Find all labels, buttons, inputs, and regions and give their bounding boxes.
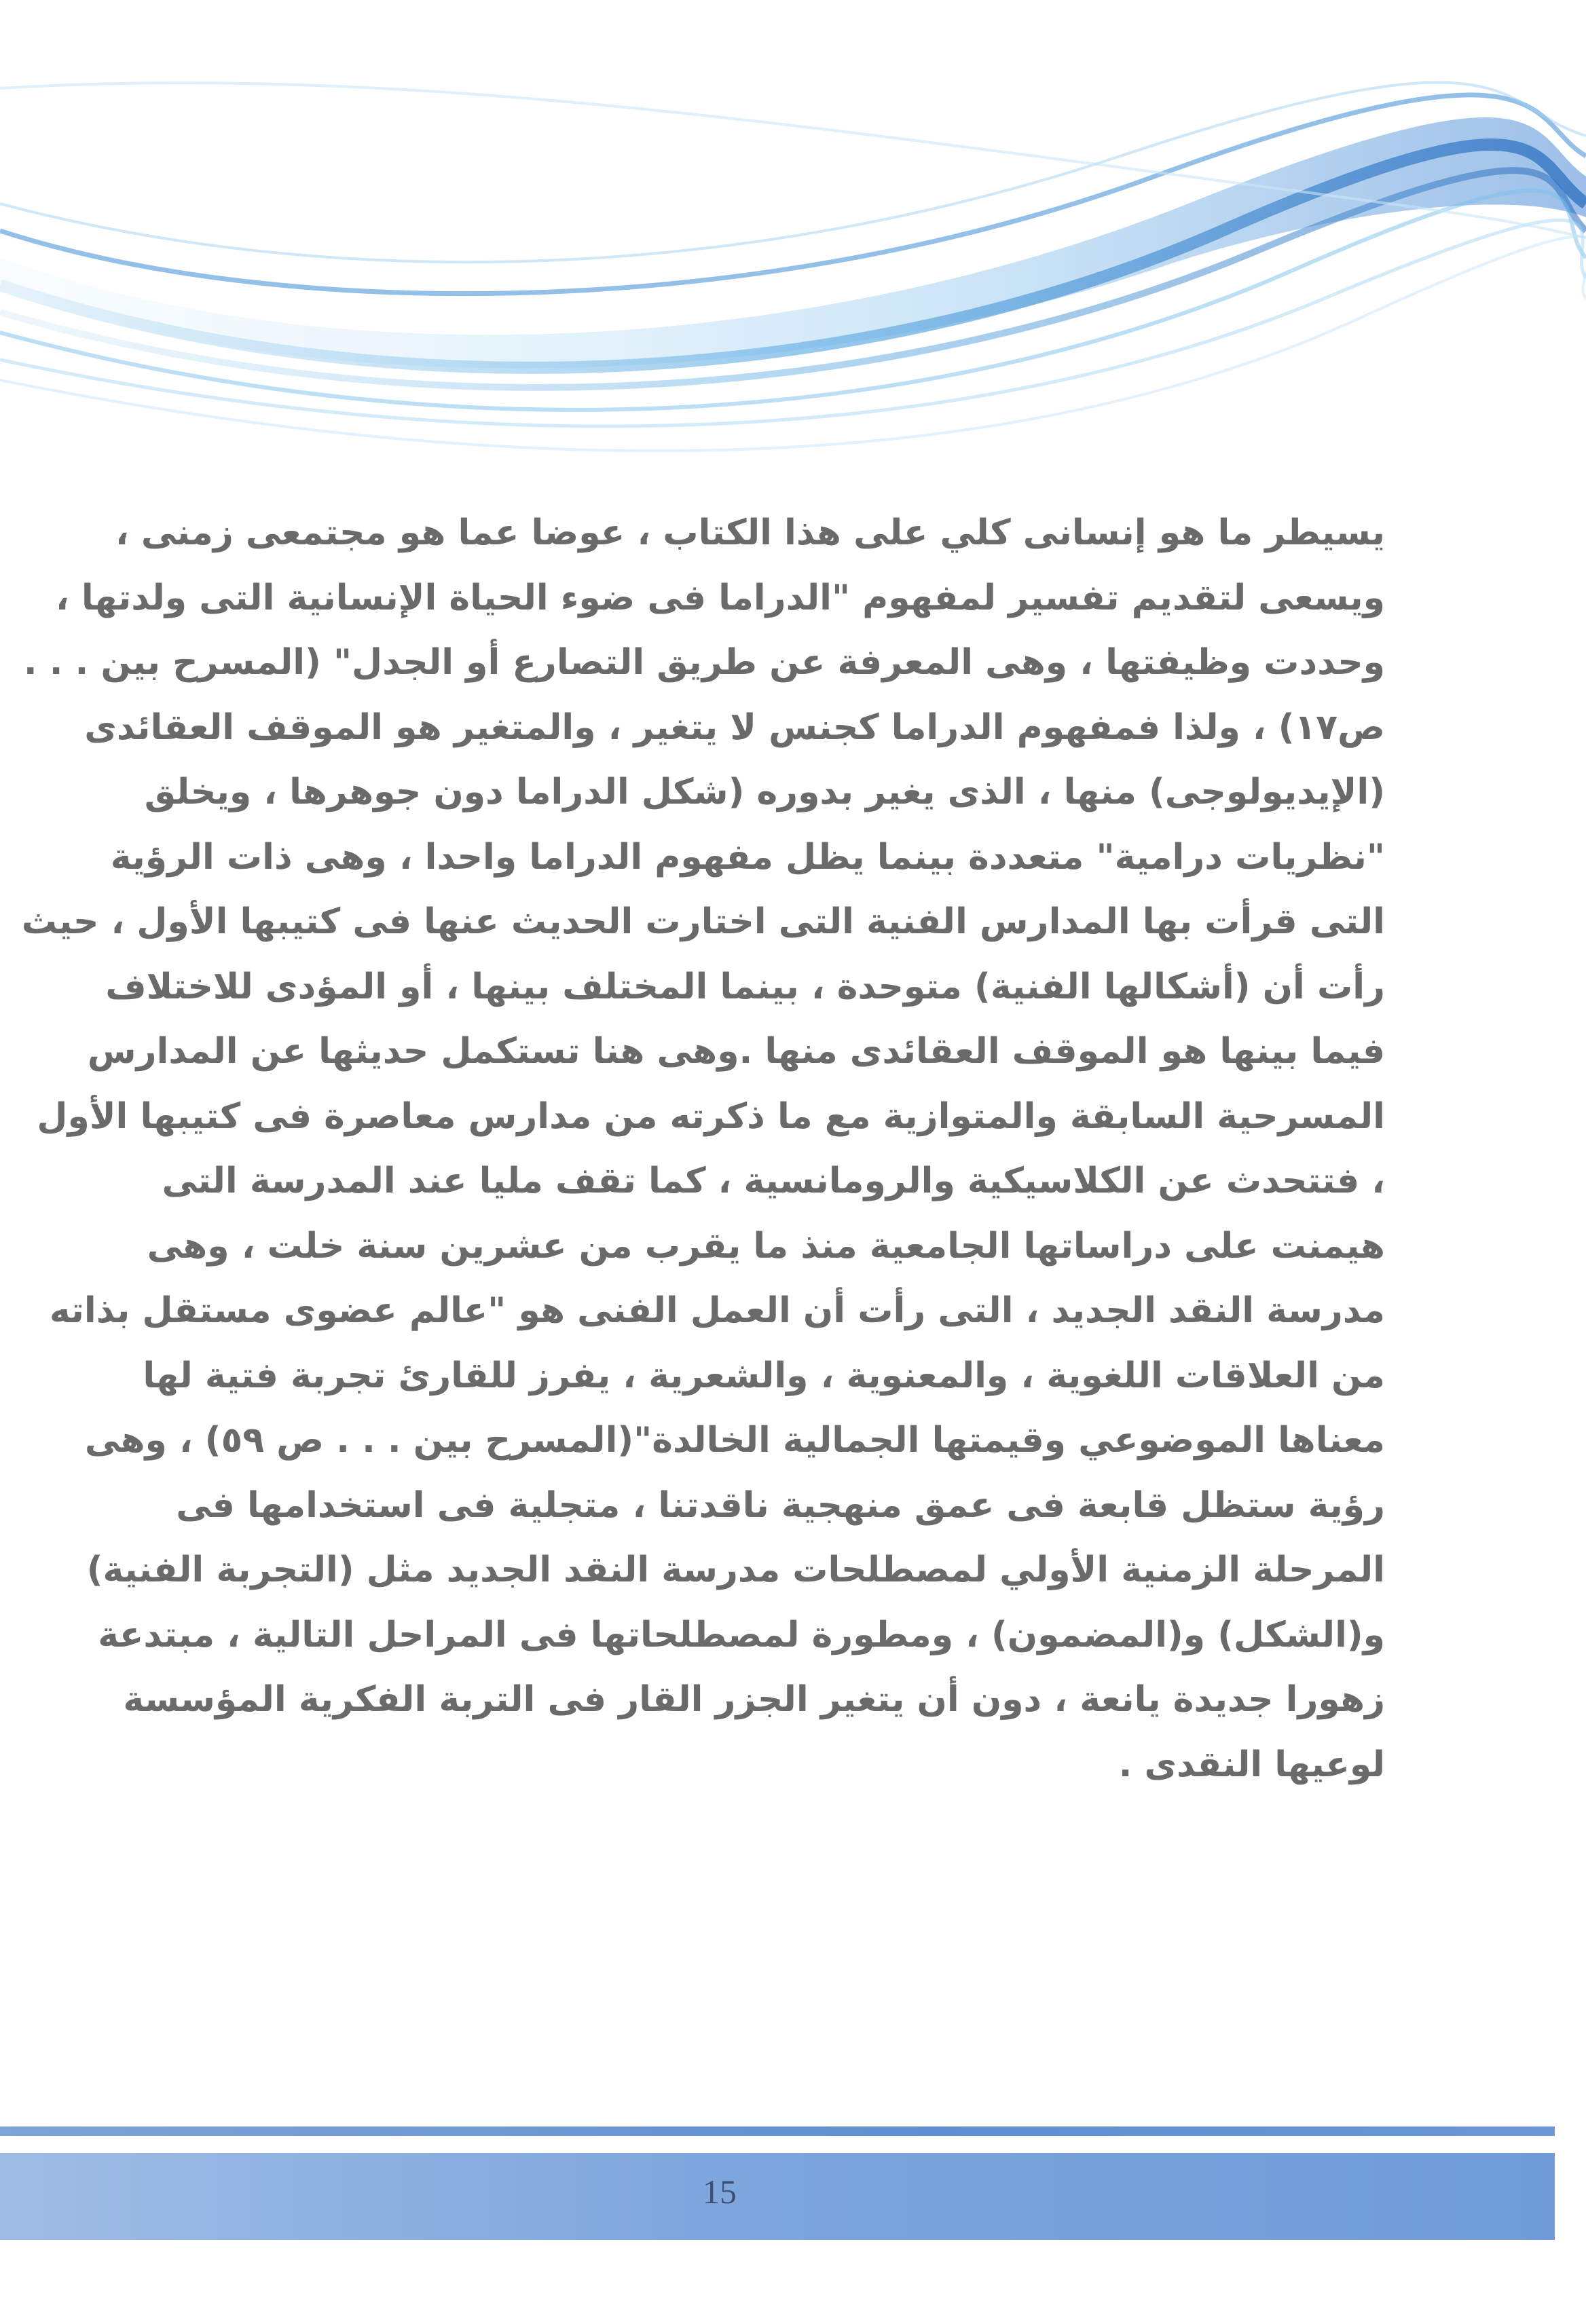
body-line: لوعيها النقدى .	[1118, 1744, 1385, 1785]
body-line: وحددت وظيفتها ، وهى المعرفة عن طريق التصارع أو الجدل" (المسرح بين . . .	[23, 642, 1385, 683]
body-line: المسرحية السابقة والمتوازية مع ما ذكرته من مدارس معاصرة فى كتيبها الأول	[37, 1095, 1385, 1137]
footer-bar	[0, 2153, 1555, 2240]
page-number: 15	[703, 2173, 737, 2211]
body-line: ، فتتحدث عن الكلاسيكية والرومانسية ، كما تقف مليا عند المدرسة التى	[162, 1161, 1385, 1201]
body-line: ويسعى لتقديم تفسير لمفهوم "الدراما فى ضوء الحياة الإنسانية التى ولدتها ،	[56, 577, 1385, 618]
body-line: رؤية ستظل قابعة فى عمق منهجية ناقدتنا ، متجلية فى استخدامها فى	[176, 1484, 1385, 1526]
body-line: فيما بينها هو الموقف العقائدى منها .وهى هنا تستكمل حديثها عن المدارس	[87, 1031, 1385, 1072]
body-line: مدرسة النقد الجديد ، التى رأت أن العمل الفنى هو "عالم عضوى مستقل بذاته	[49, 1290, 1385, 1331]
body-line: "نظريات درامية" متعددة بينما يظل مفهوم الدراما واحدا ، وهى ذات الرؤية	[110, 836, 1385, 878]
footer-divider-bar	[0, 2126, 1555, 2136]
body-line: رأت أن (أشكالها الفنية) متوحدة ، بينما المختلف بينها ، أو المؤدى للاختلاف	[105, 966, 1385, 1007]
body-line: يسيطر ما هو إنسانى كلي على هذا الكتاب ، عوضا عما هو مجتمعى زمنى ،	[115, 512, 1385, 553]
body-line: من العلاقات اللغوية ، والمعنوية ، والشعرية ، يفرز للقارئ تجربة فتية لها	[143, 1355, 1385, 1396]
arabic-body-text	[21, 501, 1385, 1797]
body-line: المرحلة الزمنية الأولي لمصطلحات مدرسة النقد الجديد مثل (التجربة الفنية)	[86, 1550, 1385, 1590]
body-line: معناها الموضوعي وقيمتها الجمالية الخالدة"(المسرح بين . . . ص ٥٩) ، وهى	[84, 1420, 1385, 1461]
body-line: و(الشكل) و(المضمون) ، ومطورة لمصطلحاتها فى المراحل التالية ، مبتدعة	[98, 1614, 1385, 1655]
body-line: ص١٧) ، ولذا فمفهوم الدراما كجنس لا يتغير ، والمتغير هو الموقف العقائدى	[84, 707, 1385, 748]
body-line: زهورا جديدة يانعة ، دون أن يتغير الجزر القار فى التربة الفكرية المؤسسة	[123, 1679, 1385, 1720]
body-line: التى قرأت بها المدارس الفنية التى اختارت الحديث عنها فى كتيبها الأول ، حيث	[21, 901, 1385, 942]
body-line: (الإيديولوجى) منها ، الذى يغير بدوره (شكل الدراما دون جوهرها ، ويخلق	[144, 772, 1385, 812]
body-line: هيمنت على دراساتها الجامعية منذ ما يقرب من عشرين سنة خلت ، وهى	[147, 1225, 1385, 1267]
decorative-wave-header	[0, 0, 1586, 516]
